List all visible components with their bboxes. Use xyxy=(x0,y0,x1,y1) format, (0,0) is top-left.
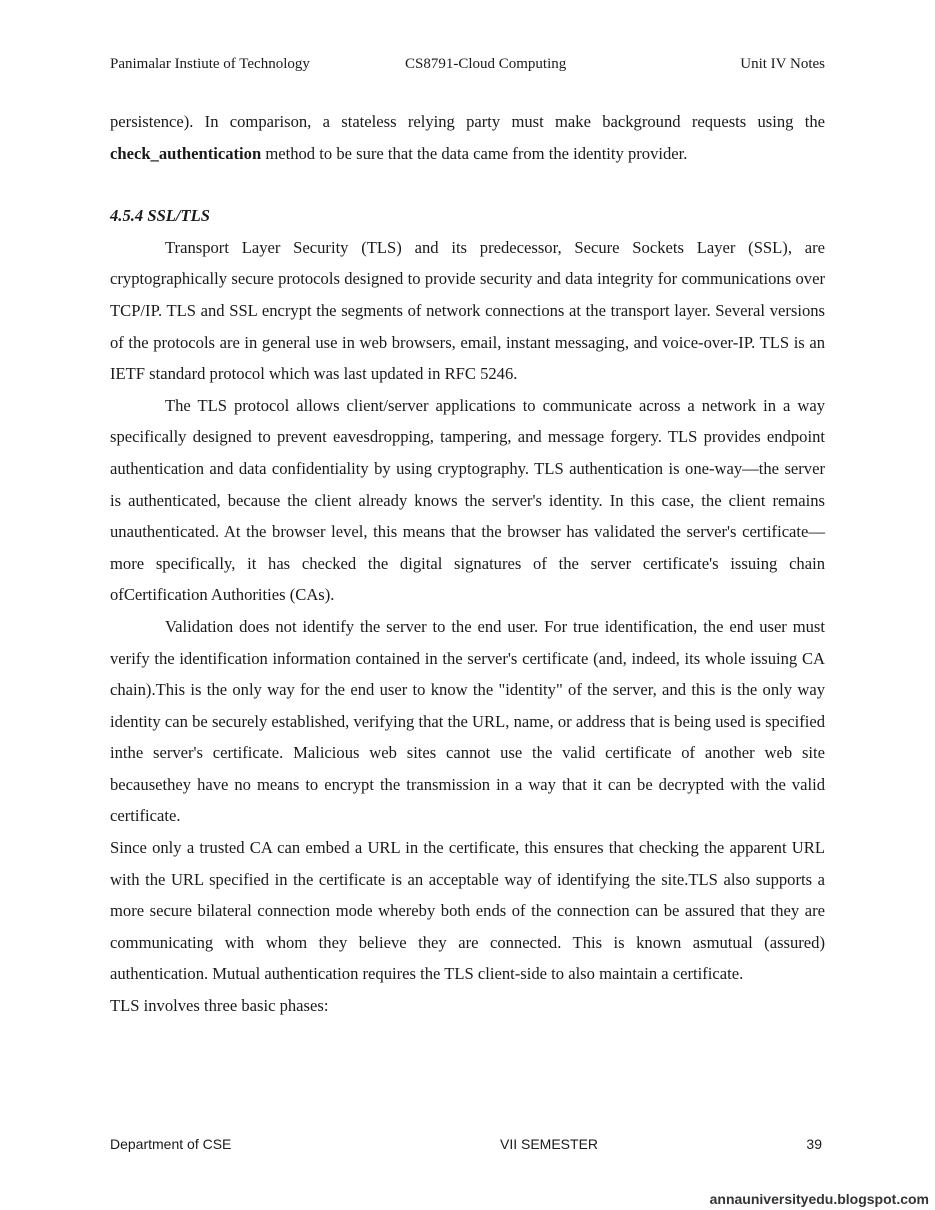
paragraph-1: Transport Layer Security (TLS) and its predecessor, Secure Sockets Layer (SSL), are cryptographically secure protocols designed to provide security and data integrity for communications over TCP/IP. TLS and SSL encrypt the segments of network connections at the transport layer. Several versions of the protocols are in general use in web browsers, email, instant messaging, and voice-over-IP. TLS is an IETF standard protocol which was last updated in RFC 5246. xyxy=(110,237,825,384)
paragraph-2: The TLS protocol allows client/server applications to communicate across a network in a way specifically designed to prevent eavesdropping, tampering, and message forgery. TLS provides endpoint authentication and data confidentiality by using cryptography. TLS authentication is one-way—the server is authenticated, because the client already knows the server's identity. In this case, the client remains unauthenticated. At the browser level, this means that the browser has validated the server's certificate—more specifically, it has checked the digital signatures of the server certificate's issuing chain ofCertification Authorities (CAs). xyxy=(110,395,825,605)
paragraph-5: TLS involves three basic phases: xyxy=(110,996,329,1016)
footer-department: Department of CSE xyxy=(110,1136,232,1152)
paragraph-3: Validation does not identify the server to the end user. For true identification, the end user must verify the identification information contained in the server's certificate (and, indeed, its whole issuing CA chain).This is the only way for the end user to know the "identity" of the server, and this is the only way identity can be securely established, verifying that the URL, name, or address that is being used is specified inthe server's certificate. Malicious web sites cannot use the valid certificate of another web site becausethey have no means to encrypt the transmission in a way that it can be decrypted with the valid certificate. xyxy=(110,616,825,826)
header-course: CS8791-Cloud Computing xyxy=(405,56,567,72)
page-number: 39 xyxy=(806,1136,822,1152)
page-header xyxy=(110,56,825,78)
watermark-text: annauniversityedu.blogspot.com xyxy=(709,1191,929,1207)
intro-rest: method to be sure that the data came from the identity provider. xyxy=(261,143,688,163)
paragraph-4: Since only a trusted CA can embed a URL in the certificate, this ensures that checking the apparent URL with the URL specified in the certificate is an acceptable way of identifying the site.TLS also supports a more secure bilateral connection mode whereby both ends of the connection can be assured that they are communicating with whom they believe they are connected. This is known asmutual (assured) authentication. Mutual authentication requires the TLS client-side to also maintain a certificate. xyxy=(110,838,825,984)
page-footer xyxy=(110,1136,822,1156)
footer-semester: VII SEMESTER xyxy=(500,1136,599,1152)
document-body xyxy=(110,106,825,1022)
header-institute: Panimalar Instiute of Technology xyxy=(110,56,310,72)
intro-line: persistence). In comparison, a stateless relying party must make background requests using the xyxy=(110,112,825,131)
section-heading: 4.5.4 SSL/TLS xyxy=(110,206,211,226)
header-unit: Unit IV Notes xyxy=(740,56,825,72)
intro-bold-term: check_authentication xyxy=(110,143,262,163)
intro-paragraph xyxy=(110,106,825,169)
